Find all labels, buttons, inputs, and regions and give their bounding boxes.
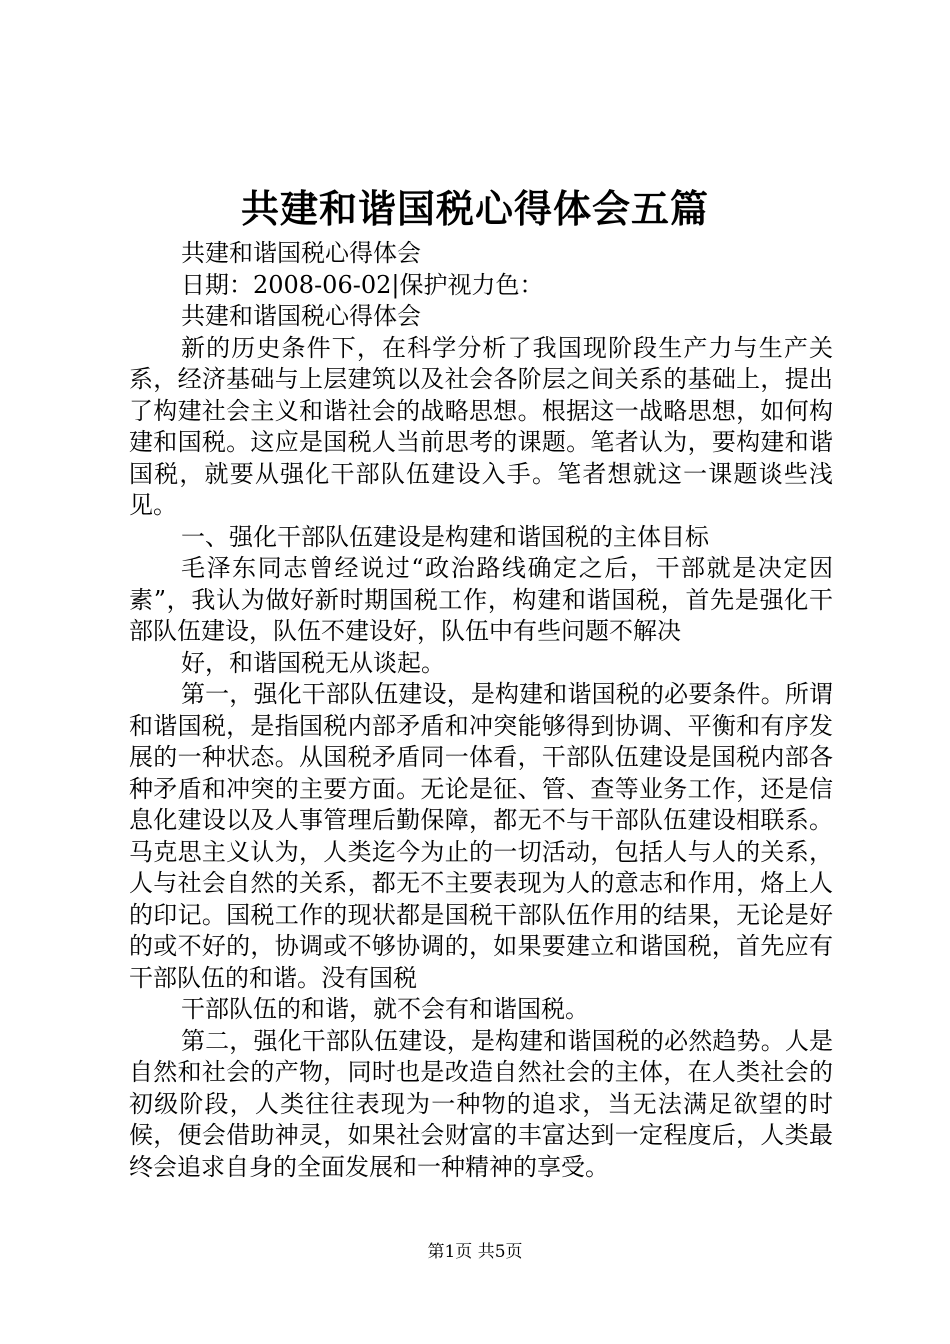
paragraph: 第一，强化干部队伍建设，是构建和谐国税的必要条件。所谓和谐国税，是指国税内部矛盾和冲突能够得到协调、平衡和有序发展的一种状态。从国税矛盾同一体看，干部队伍建设是国税内部各种矛盾和冲突的主要方面。无论是征、管、查等业务工作，还是信息化建设以及人事管理后勤保障，都无不与干部队伍建设相联系。马克思主义认为，人类迄今为止的一切活动，包括人与人的关系，人与社会自然的关系，都无不主要表现为人的意志和作用，烙上人的印记。国税工作的现状都是国税干部队伍作用的结果，无论是好的或不好的，协调或不够协调的，如果要建立和谐国税，首先应有干部队伍的和谐。没有国税	[129, 680, 833, 992]
paragraph: 共建和谐国税心得体会	[181, 239, 421, 267]
paragraph: 毛泽东同志曾经说过“政治路线确定之后，干部就是决定因素”，我认为做好新时期国税工作，构建和谐国税，首先是强化干部队伍建设，队伍不建设好，队伍中有些问题不解决	[129, 554, 833, 645]
document-title: 共建和谐国税心得体会五篇	[240, 186, 709, 231]
paragraph: 共建和谐国税心得体会	[181, 302, 421, 330]
paragraph: 第二，强化干部队伍建设，是构建和谐国税的必然趋势。人是自然和社会的产物，同时也是改造自然社会的主体，在人类社会的初级阶段，人类往往表现为一种物的追求，当无法满足欲望的时候，便会借助神灵，如果社会财富的丰富达到一定程度后，人类最终会追求自身的全面发展和一种精神的享受。	[129, 1026, 833, 1181]
paragraph: 日期：2008-06-02|保护视力色：	[181, 270, 544, 299]
paragraph: 新的历史条件下，在科学分析了我国现阶段生产力与生产关系，经济基础与上层建筑以及社会各阶层之间关系的基础上，提出了构建社会主义和谐社会的战略思想。根据这一战略思想，如何构建和国税。这应是国税人当前思考的课题。笔者认为，要构建和谐国税，就要从强化干部队伍建设入手。笔者想就这一课题谈些浅见。	[129, 333, 833, 519]
section-heading: 一、强化干部队伍建设是构建和谐国税的主体目标	[181, 522, 709, 551]
paragraph: 干部队伍的和谐，就不会有和谐国税。	[181, 995, 589, 1023]
document-body	[129, 238, 833, 1183]
paragraph: 好，和谐国税无从谈起。	[181, 648, 445, 677]
page-footer: 第1页 共5页	[427, 1242, 523, 1262]
